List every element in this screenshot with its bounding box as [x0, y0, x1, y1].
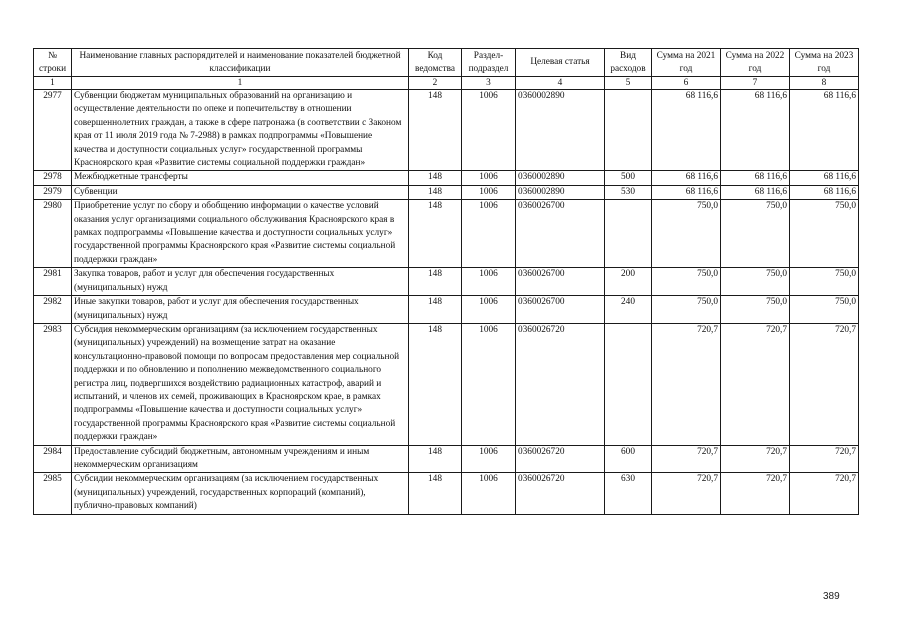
row-target-article: 0360026720 [516, 445, 605, 473]
row-section: 1006 [462, 473, 516, 514]
header-name: Наименование главных распорядителей и наименование показателей бюджетной классификации [72, 49, 409, 77]
row-number: 2977 [34, 90, 72, 171]
row-sum-2021: 750,0 [652, 296, 721, 324]
row-sum-2023: 68 116,6 [790, 171, 859, 185]
row-number: 2983 [34, 323, 72, 445]
column-number: 4 [516, 77, 605, 90]
row-target-article: 0360002890 [516, 90, 605, 171]
row-dept-code: 148 [409, 90, 462, 171]
header-sum-2022: Сумма на 2022 год [721, 49, 790, 77]
row-name: Субсидии некоммерческим организациям (за исключением государственных (муниципальных) учреждений, государственных корпораций (компаний), публично-правовых компаний) [72, 473, 409, 514]
table-row [34, 268, 859, 296]
row-section: 1006 [462, 171, 516, 185]
row-dept-code: 148 [409, 185, 462, 199]
row-sum-2022: 750,0 [721, 200, 790, 268]
row-sum-2023: 68 116,6 [790, 90, 859, 171]
column-number-row [34, 77, 859, 90]
header-target-article: Целевая статья [516, 49, 605, 77]
row-dept-code: 148 [409, 323, 462, 445]
row-target-article: 0360026700 [516, 268, 605, 296]
row-sum-2022: 720,7 [721, 473, 790, 514]
row-dept-code: 148 [409, 473, 462, 514]
header-expense-type: Вид расходов [605, 49, 652, 77]
table-row [34, 171, 859, 185]
column-number: 2 [409, 77, 462, 90]
column-number: 8 [790, 77, 859, 90]
row-expense-type [605, 323, 652, 445]
row-sum-2021: 68 116,6 [652, 171, 721, 185]
header-sum-2021: Сумма на 2021 год [652, 49, 721, 77]
header-row-number: № строки [34, 49, 72, 77]
row-name: Межбюджетные трансферты [72, 171, 409, 185]
row-sum-2022: 68 116,6 [721, 90, 790, 171]
page-number: 389 [823, 591, 840, 602]
row-section: 1006 [462, 323, 516, 445]
row-dept-code: 148 [409, 200, 462, 268]
table-row [34, 90, 859, 171]
row-name: Иные закупки товаров, работ и услуг для обеспечения государственных (муниципальных) нужд [72, 296, 409, 324]
row-sum-2023: 720,7 [790, 323, 859, 445]
row-target-article: 0360026720 [516, 323, 605, 445]
table-row [34, 445, 859, 473]
row-expense-type: 530 [605, 185, 652, 199]
table-row [34, 200, 859, 268]
header-sum-2023: Сумма на 2023 год [790, 49, 859, 77]
row-number: 2984 [34, 445, 72, 473]
row-expense-type: 630 [605, 473, 652, 514]
row-expense-type: 600 [605, 445, 652, 473]
row-target-article: 0360002890 [516, 171, 605, 185]
column-number: 7 [721, 77, 790, 90]
table-row [34, 185, 859, 199]
budget-table [33, 48, 859, 515]
row-sum-2022: 750,0 [721, 268, 790, 296]
row-dept-code: 148 [409, 445, 462, 473]
table-row [34, 296, 859, 324]
row-expense-type [605, 90, 652, 171]
row-sum-2023: 750,0 [790, 296, 859, 324]
row-sum-2021: 720,7 [652, 473, 721, 514]
row-sum-2021: 68 116,6 [652, 90, 721, 171]
row-sum-2021: 720,7 [652, 445, 721, 473]
row-section: 1006 [462, 296, 516, 324]
column-number: 5 [605, 77, 652, 90]
row-sum-2022: 750,0 [721, 296, 790, 324]
column-number: 6 [652, 77, 721, 90]
row-target-article: 0360026700 [516, 200, 605, 268]
row-sum-2022: 68 116,6 [721, 185, 790, 199]
row-sum-2023: 750,0 [790, 268, 859, 296]
row-sum-2023: 68 116,6 [790, 185, 859, 199]
row-sum-2021: 750,0 [652, 200, 721, 268]
row-number: 2980 [34, 200, 72, 268]
row-dept-code: 148 [409, 296, 462, 324]
row-section: 1006 [462, 445, 516, 473]
row-dept-code: 148 [409, 171, 462, 185]
header-section: Раздел-подраздел [462, 49, 516, 77]
header-dept-code: Код ведомства [409, 49, 462, 77]
row-dept-code: 148 [409, 268, 462, 296]
row-name: Закупка товаров, работ и услуг для обеспечения государственных (муниципальных) нужд [72, 268, 409, 296]
column-number: 1 [34, 77, 72, 90]
table-row [34, 323, 859, 445]
row-sum-2022: 720,7 [721, 445, 790, 473]
row-name: Предоставление субсидий бюджетным, автономным учреждениям и иным некоммерческим организациям [72, 445, 409, 473]
row-name: Приобретение услуг по сбору и обобщению информации о качестве условий оказания услуг организациями социального обслуживания Красноярского края в рамках подпрограммы «Повышение качества и доступности социальных услуг» государственной программы Красноярского края «Развитие системы социальной поддержки граждан» [72, 200, 409, 268]
row-sum-2023: 750,0 [790, 200, 859, 268]
row-sum-2023: 720,7 [790, 445, 859, 473]
row-target-article: 0360026720 [516, 473, 605, 514]
row-name: Субвенции бюджетам муниципальных образований на организацию и осуществление деятельности по опеке и попечительству в отношении совершеннолетних граждан, а также в сфере патронажа (в соответствии с Законом края от 11 июля 2019 года № 7-2988) в рамках подпрограммы «Повышение качества и доступности социальных услуг» государственной программы Красноярского края «Развитие системы социальной поддержки граждан» [72, 90, 409, 171]
row-section: 1006 [462, 90, 516, 171]
row-expense-type [605, 200, 652, 268]
row-section: 1006 [462, 185, 516, 199]
row-sum-2021: 750,0 [652, 268, 721, 296]
row-sum-2021: 68 116,6 [652, 185, 721, 199]
header-row [34, 49, 859, 77]
row-number: 2985 [34, 473, 72, 514]
row-sum-2021: 720,7 [652, 323, 721, 445]
row-target-article: 0360026700 [516, 296, 605, 324]
row-number: 2978 [34, 171, 72, 185]
column-number: 1 [72, 77, 409, 90]
row-name: Субвенции [72, 185, 409, 199]
row-sum-2022: 720,7 [721, 323, 790, 445]
row-section: 1006 [462, 268, 516, 296]
row-target-article: 0360002890 [516, 185, 605, 199]
row-number: 2979 [34, 185, 72, 199]
row-sum-2022: 68 116,6 [721, 171, 790, 185]
column-number: 3 [462, 77, 516, 90]
row-sum-2023: 720,7 [790, 473, 859, 514]
row-number: 2981 [34, 268, 72, 296]
row-expense-type: 500 [605, 171, 652, 185]
row-expense-type: 240 [605, 296, 652, 324]
row-section: 1006 [462, 200, 516, 268]
row-expense-type: 200 [605, 268, 652, 296]
row-name: Субсидия некоммерческим организациям (за исключением государственных (муниципальных) учреждений) на возмещение затрат на оказание консультационно-правовой помощи по вопросам предоставления мер социальной поддержки и по обновлению и пополнению межведомственного социального регистра лиц, подвергшихся воздействию радиационных катастроф, аварий и испытаний, и членов их семей, проживающих в Красноярском крае, в рамках подпрограммы «Повышение качества и доступности социальных услуг» государственной программы Красноярского края «Развитие системы социальной поддержки граждан» [72, 323, 409, 445]
table-row [34, 473, 859, 514]
row-number: 2982 [34, 296, 72, 324]
